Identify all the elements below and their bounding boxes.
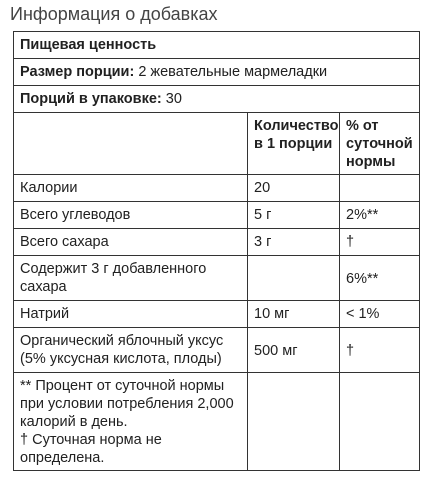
- table-row: [14, 202, 420, 229]
- nutrient-amount: 5 г: [248, 202, 340, 229]
- table-row: [14, 301, 420, 328]
- footnote-not-established: † Суточная норма не определена.: [20, 432, 162, 466]
- supplement-facts-table: [13, 31, 420, 471]
- table-row: [14, 328, 420, 373]
- nutrient-name: Всего углеводов: [14, 202, 248, 229]
- nutrient-daily-value: 6%**: [340, 256, 420, 301]
- section-title: Информация о добавках: [10, 4, 218, 24]
- nutrient-daily-value: †: [340, 229, 420, 256]
- nutrient-amount: 3 г: [248, 229, 340, 256]
- footnote-row: [14, 373, 420, 471]
- servings-label: Порций в упаковке:: [20, 91, 162, 107]
- footnote-daily-value: ** Процент от суточной нормы при условии потребления 2,000 калорий в день.: [20, 378, 234, 430]
- serving-size-label: Размер порции:: [20, 64, 135, 80]
- empty-cell: [248, 373, 340, 471]
- nutrient-daily-value: < 1%: [340, 301, 420, 328]
- table-row: [14, 256, 420, 301]
- nutrient-name: Натрий: [14, 301, 248, 328]
- empty-cell: [340, 373, 420, 471]
- nutrient-name: Содержит 3 г добавленного сахара: [14, 256, 248, 301]
- nutrient-name: Органический яблочный уксус (5% уксусная кислота, плоды): [14, 328, 248, 373]
- table-row: [14, 175, 420, 202]
- table-title: Пищевая ценность: [14, 32, 420, 59]
- serving-size-value: 2 жевательные мармеладки: [138, 64, 328, 80]
- nutrient-amount: 10 мг: [248, 301, 340, 328]
- nutrient-amount: [248, 256, 340, 301]
- column-header-name: [14, 113, 248, 175]
- serving-size-row: [14, 59, 420, 86]
- servings-value: 30: [165, 91, 182, 107]
- nutrient-name: Всего сахара: [14, 229, 248, 256]
- nutrient-amount: 20: [248, 175, 340, 202]
- nutrient-daily-value: †: [340, 328, 420, 373]
- table-title-row: [14, 32, 420, 59]
- nutrient-daily-value: [340, 175, 420, 202]
- column-header-row: [14, 113, 420, 175]
- servings-per-container-row: [14, 86, 420, 113]
- column-header-amount: Количество в 1 порции: [248, 113, 340, 175]
- nutrient-daily-value: 2%**: [340, 202, 420, 229]
- nutrient-name: Калории: [14, 175, 248, 202]
- column-header-daily-value: % от суточной нормы: [340, 113, 420, 175]
- table-row: [14, 229, 420, 256]
- nutrient-amount: 500 мг: [248, 328, 340, 373]
